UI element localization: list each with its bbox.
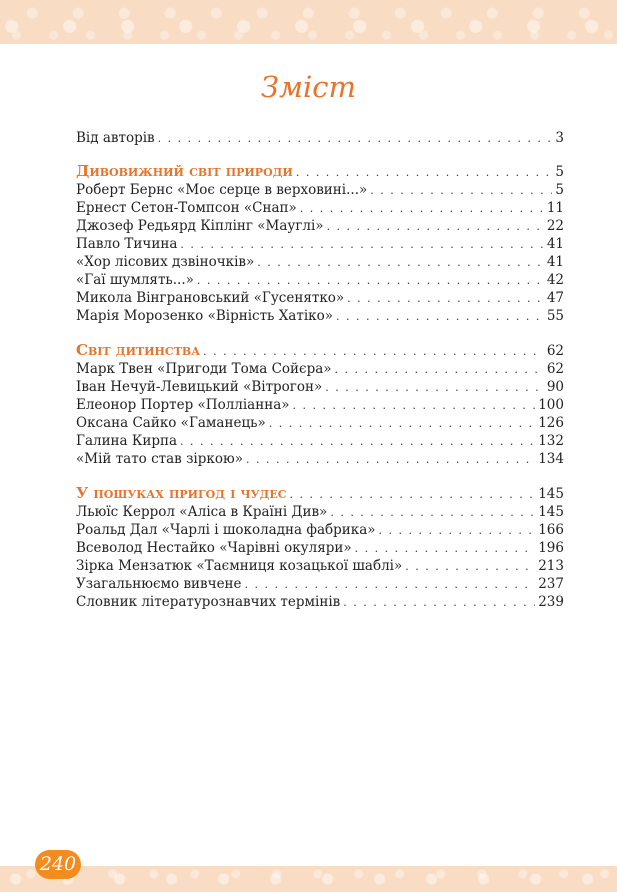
toc-page-number: 126	[538, 415, 564, 431]
toc-item-intro[interactable]	[76, 129, 564, 147]
toc-item-label: Роберт Бернс «Моє серце в верховині...»	[76, 182, 368, 198]
toc-page-number: 134	[538, 451, 564, 467]
toc-page-number: 132	[538, 433, 564, 449]
toc-item[interactable]	[76, 289, 564, 307]
dot-leader	[300, 200, 544, 218]
toc-page-number: 41	[546, 254, 564, 270]
toc-item-label: «Гаї шумлять...»	[76, 272, 194, 288]
toc-page-number: 22	[546, 218, 564, 234]
toc-section-childhood[interactable]	[76, 340, 564, 360]
toc-item[interactable]	[76, 575, 564, 593]
toc-item[interactable]	[76, 450, 564, 468]
toc-item-label: Павло Тичина	[76, 236, 178, 252]
decorative-bottom-band	[0, 866, 617, 892]
toc-section-adventures[interactable]	[76, 483, 564, 503]
toc-item[interactable]	[76, 396, 564, 414]
toc-item-label: «Хор лісових дзвіночків»	[76, 254, 255, 270]
section-title: У пошуках пригод і чудес	[76, 484, 287, 502]
dot-leader	[296, 163, 553, 183]
dot-leader	[335, 361, 544, 379]
toc-item-label: Роальд Дал «Чарлі і шоколадна фабрика»	[76, 522, 376, 538]
toc-item[interactable]	[76, 539, 564, 557]
toc-page-number: 145	[538, 486, 564, 502]
dot-leader	[355, 540, 536, 558]
section-title: Світ дитинства	[76, 341, 201, 359]
dot-leader	[289, 485, 535, 505]
toc-item[interactable]	[76, 199, 564, 217]
dot-leader	[347, 290, 544, 308]
dot-leader	[379, 522, 536, 540]
toc-page-number: 145	[538, 504, 564, 520]
dot-leader	[325, 379, 544, 397]
toc-item-label: Льюїс Керрол «Аліса в Країні Див»	[76, 504, 328, 520]
toc-page-number: 239	[538, 594, 564, 610]
toc-item-label: Елеонор Портер «Полліанна»	[76, 397, 290, 413]
toc-item-label: Всеволод Нестайко «Чарівні окуляри»	[76, 540, 352, 556]
dot-leader	[327, 218, 544, 236]
toc-item[interactable]	[76, 253, 564, 271]
decorative-top-band	[0, 0, 617, 44]
toc-item[interactable]	[76, 593, 564, 611]
dot-leader	[269, 415, 535, 433]
toc-item[interactable]	[76, 360, 564, 378]
toc-item-label: «Мій тато став зіркою»	[76, 451, 243, 467]
toc-item-label: Марія Морозенко «Вірність Хатіко»	[76, 308, 333, 324]
toc-item-label: Ернест Сетон-Томпсон «Снап»	[76, 200, 297, 216]
toc-page-number: 41	[546, 236, 564, 252]
dot-leader	[180, 236, 543, 254]
dot-leader	[203, 342, 544, 362]
toc-page-number: 90	[546, 379, 564, 395]
toc-page-number: 237	[538, 576, 564, 592]
section-title: Дивовижний світ природи	[76, 162, 293, 180]
dot-leader	[197, 272, 544, 290]
toc-item-label: Галина Кирпа	[76, 433, 178, 449]
toc-item[interactable]	[76, 521, 564, 539]
toc-item[interactable]	[76, 235, 564, 253]
dot-leader	[293, 397, 536, 415]
dot-leader	[370, 182, 552, 200]
dot-leader	[246, 451, 535, 469]
toc-item-label: Джозеф Редьярд Кіплінг «Мауглі»	[76, 218, 324, 234]
dot-leader	[180, 433, 535, 451]
toc-item[interactable]	[76, 217, 564, 235]
toc-page-number: 47	[546, 290, 564, 306]
page-number-badge: 240	[35, 850, 81, 879]
toc-item-label: Марк Твен «Пригоди Тома Сойєра»	[76, 361, 332, 377]
page-title: Зміст	[260, 70, 357, 104]
toc-page-number: 5	[555, 182, 564, 198]
toc-item[interactable]	[76, 181, 564, 199]
toc-page-number: 5	[555, 164, 564, 180]
toc-item-label: Оксана Сайко «Гаманець»	[76, 415, 266, 431]
toc-page-number: 42	[546, 272, 564, 288]
toc-page-number: 62	[546, 361, 564, 377]
toc-item-label: Словник літературознавчих термінів	[76, 594, 341, 610]
toc-page-number: 196	[538, 540, 564, 556]
toc-page-number: 213	[538, 558, 564, 574]
toc-page-number: 55	[546, 308, 564, 324]
toc-section-nature[interactable]	[76, 161, 564, 181]
dot-leader	[330, 504, 535, 522]
toc-item-label: Зірка Мензатюк «Таємниця козацької шаблі»	[76, 558, 403, 574]
toc-item[interactable]	[76, 414, 564, 432]
toc-page-number: 3	[555, 130, 564, 146]
toc-page-number: 62	[546, 343, 564, 359]
toc-item[interactable]	[76, 307, 564, 325]
toc-item[interactable]	[76, 432, 564, 450]
dot-leader	[405, 558, 535, 576]
dot-leader	[158, 130, 553, 148]
toc-item-label: Іван Нечуй-Левицький «Вітрогон»	[76, 379, 323, 395]
toc-page-number: 100	[538, 397, 564, 413]
dot-leader	[257, 254, 544, 272]
toc-page-number: 11	[546, 200, 564, 216]
dot-leader	[343, 594, 535, 612]
dot-leader	[245, 576, 536, 594]
table-of-contents	[76, 129, 564, 611]
toc-item[interactable]	[76, 503, 564, 521]
toc-item-label: Від авторів	[76, 130, 155, 146]
toc-item[interactable]	[76, 378, 564, 396]
dot-leader	[336, 308, 544, 326]
toc-page-number: 166	[538, 522, 564, 538]
toc-item-label: Микола Вінграновський «Гусенятко»	[76, 290, 345, 306]
toc-item-label: Узагальнюємо вивчене	[76, 576, 242, 592]
toc-item[interactable]	[76, 271, 564, 289]
toc-item[interactable]	[76, 557, 564, 575]
